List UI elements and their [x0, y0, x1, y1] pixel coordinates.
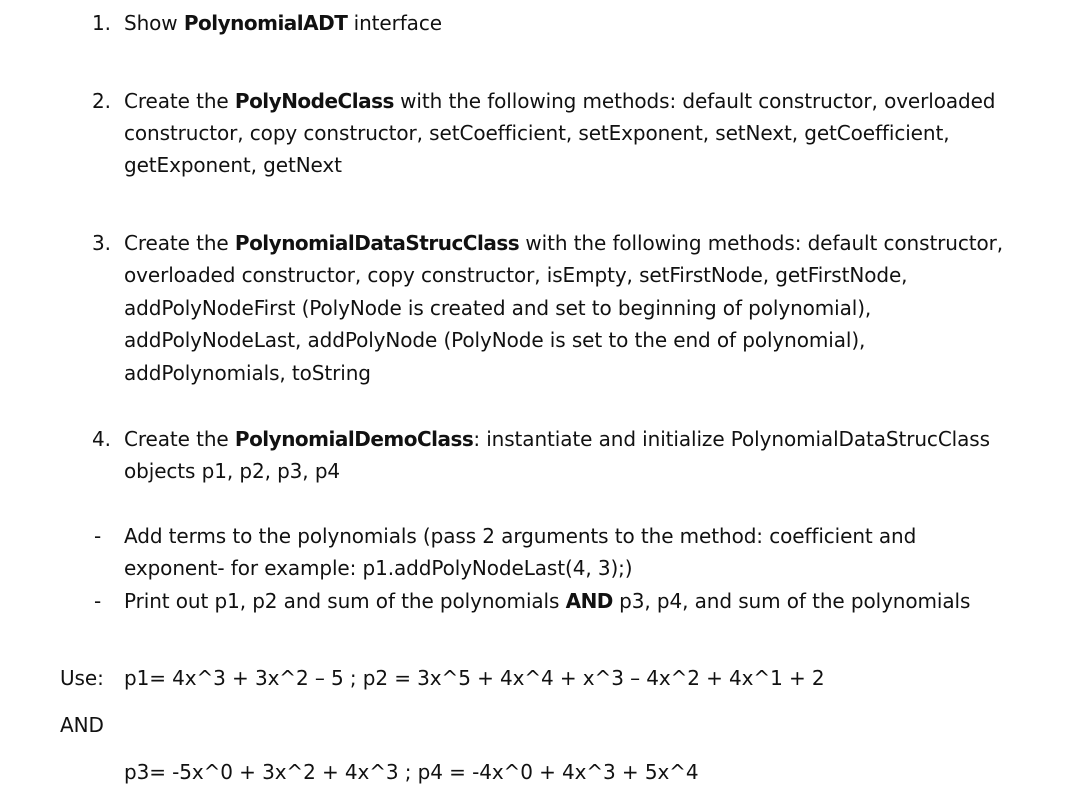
item-4-marker: 4. [92, 427, 111, 451]
class-name-polynomialdemoclass: PolynomialDemoClass [234, 427, 474, 451]
item-3-marker: 3. [92, 231, 111, 255]
item-2-line-2: constructor, copy constructor, setCoefficient, setExponent, setNext, getCoefficient, [124, 121, 950, 145]
item-2-marker: 2. [92, 89, 111, 113]
item-3-line-4: addPolyNodeLast, addPolyNode (PolyNode is set to the end of polynomial), [124, 328, 866, 352]
text-run: interface [347, 11, 442, 35]
text-run: Print out p1, p2 and sum of the polynomials [124, 589, 566, 613]
polynomials-p1-p2: p1= 4x^3 + 3x^2 – 5 ; p2 = 3x^5 + 4x^4 + x^3 – 4x^2 + 4x^1 + 2 [124, 666, 825, 690]
item-2-line-1 [124, 89, 995, 113]
dash-item-2-line-1 [124, 589, 970, 613]
text-run: with the following methods: default constructor, [519, 231, 1004, 255]
class-name-polynomialadt: PolynomialADT [183, 11, 348, 35]
use-label: Use: [60, 666, 104, 690]
class-name-polynomialdatastrucclass: PolynomialDataStrucClass [234, 231, 520, 255]
item-4-line-1 [124, 427, 990, 451]
item-2-line-3: getExponent, getNext [124, 153, 342, 177]
item-3-line-1 [124, 231, 1003, 255]
item-1-line-1 [124, 11, 442, 35]
text-run: Create the [124, 89, 235, 113]
item-3-line-2: overloaded constructor, copy constructor, isEmpty, setFirstNode, getFirstNode, [124, 263, 908, 287]
text-run: Show [124, 11, 184, 35]
dash-item-1-line-1: Add terms to the polynomials (pass 2 arguments to the method: coefficient and [124, 524, 917, 548]
text-run: Create the [124, 427, 235, 451]
text-run: p3, p4, and sum of the polynomials [612, 589, 971, 613]
item-3-line-5: addPolynomials, toString [124, 361, 371, 385]
polynomials-p3-p4: p3= -5x^0 + 3x^2 + 4x^3 ; p4 = -4x^0 + 4x^3 + 5x^4 [124, 760, 699, 784]
text-run: : instantiate and initialize PolynomialDataStrucClass [473, 427, 990, 451]
text-run: Create the [124, 231, 235, 255]
dash-item-1-marker: - [94, 524, 102, 548]
dash-item-1-line-2: exponent- for example: p1.addPolyNodeLast(4, 3);) [124, 556, 633, 580]
dash-item-2-marker: - [94, 589, 102, 613]
text-run: with the following methods: default constructor, overloaded [393, 89, 996, 113]
keyword-and: AND [565, 589, 613, 613]
item-3-line-3: addPolyNodeFirst (PolyNode is created and set to beginning of polynomial), [124, 296, 872, 320]
and-label: AND [60, 713, 104, 737]
item-1-marker: 1. [92, 11, 111, 35]
class-name-polynodeclass: PolyNodeClass [234, 89, 394, 113]
item-4-line-2: objects p1, p2, p3, p4 [124, 459, 341, 483]
